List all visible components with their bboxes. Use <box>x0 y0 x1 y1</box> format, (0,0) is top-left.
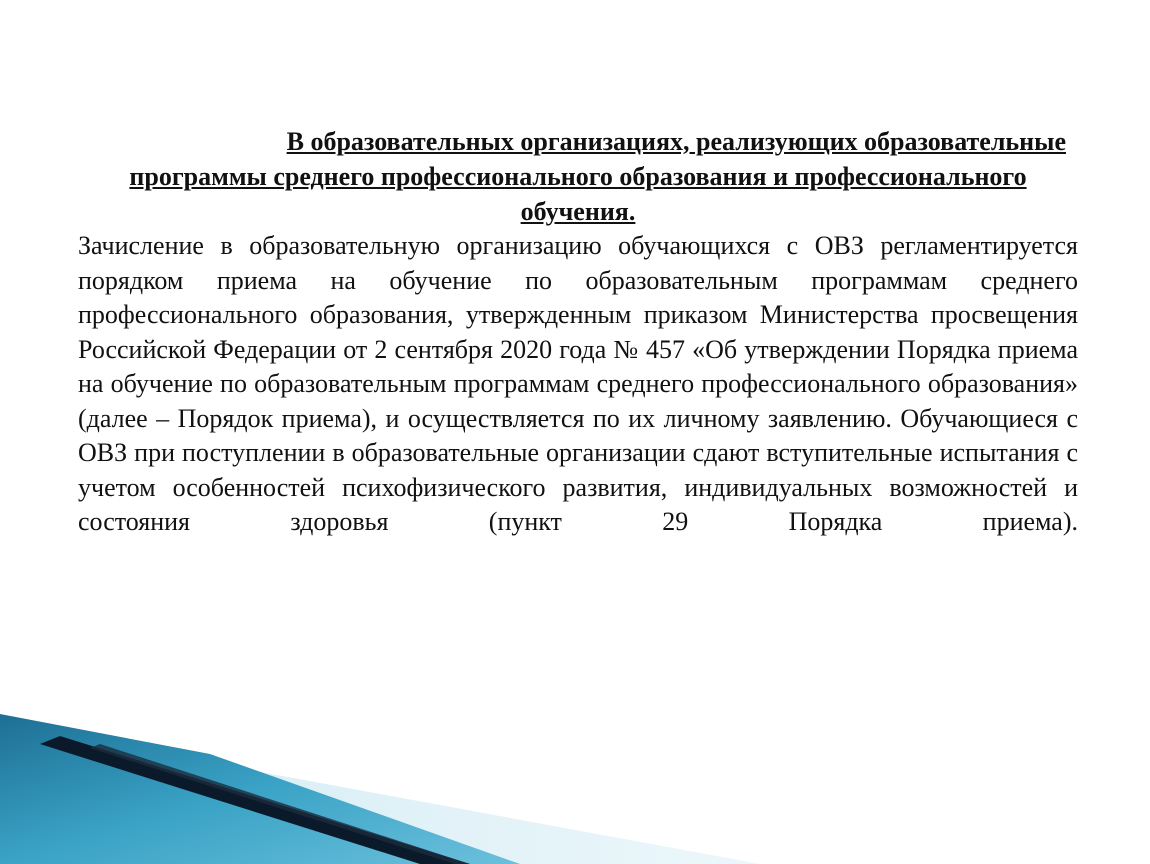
slide-heading <box>78 124 1078 229</box>
heading-line-1: В образовательных организациях, реализующих образовательные <box>286 127 1066 156</box>
heading-line-2: программы среднего профессионального образования и профессионального <box>129 162 1027 191</box>
heading-line-3: обучения. <box>520 197 636 226</box>
corner-decoration <box>0 714 1150 864</box>
body-paragraph: Зачисление в образовательную организацию обучающихся с ОВЗ регламентируется порядком приема на обучение по образовательным программам среднего профессионального образования, утвержденным приказом Министерства просвещения Российской Федерации от 2 сентября 2020 года № 457 «Об утверждении Порядка приема на обучение по образовательным программам среднего профессионального образования» (далее – Порядок приема), и осуществляется по их личному заявлению. Обучающиеся с ОВЗ при поступлении в образовательные организации сдают вступительные испытания с учетом особенностей психофизического развития, индивидуальных возможностей и состояния здоровья (пункт 29 Порядка приема). <box>78 231 1078 536</box>
slide-content <box>78 124 1078 540</box>
decor-teal-wedge <box>0 714 520 864</box>
